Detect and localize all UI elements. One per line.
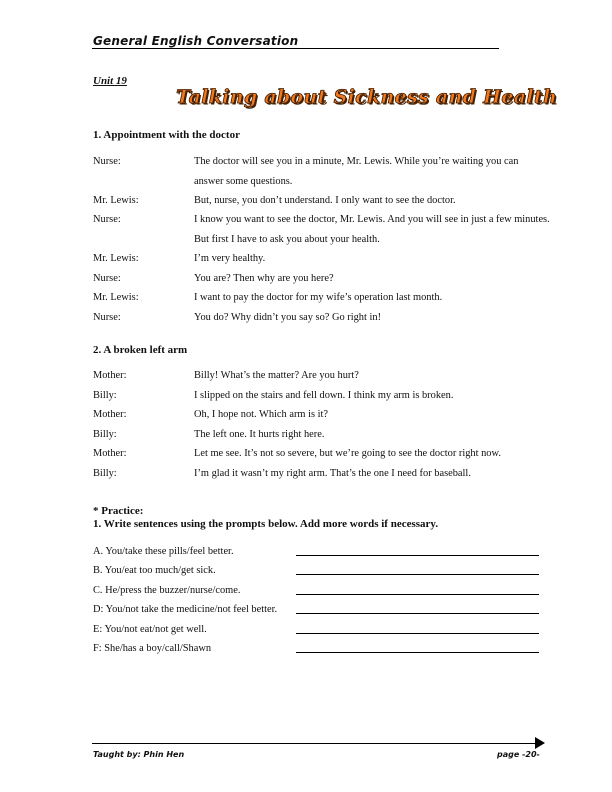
answer-blank[interactable] [296,613,539,614]
speaker-label: Billy: [93,468,117,479]
footer-teacher: Taught by: Phin Hen [93,750,185,759]
practice-label: * Practice: [93,505,144,517]
answer-blank[interactable] [296,574,539,575]
dialogue-line: The left one. It hurts right here. [194,429,325,440]
dialogue-line: Let me see. It’s not so severe, but we’re going to see the doctor right now. [194,448,501,459]
header-title: General English Conversation [93,34,299,48]
dialogue-line: Oh, I hope not. Which arm is it? [194,409,328,420]
speaker-label: Nurse: [93,156,121,167]
dialogue-line: You do? Why didn’t you say so? Go right in! [194,312,382,323]
exercise-prompt: A. You/take these pills/feel better. [93,546,234,557]
footer-rule [92,743,538,744]
dialogue-line: But, nurse, you don’t understand. I only want to see the doctor. [194,195,456,206]
unit-label: Unit 19 [93,75,127,87]
dialogue-line: I know you want to see the doctor, Mr. Lewis. And you will see in just a few minutes. But first I have to ask you about your health. [194,214,550,245]
dialogue-line: I’m very healthy. [194,253,266,264]
answer-blank[interactable] [296,652,539,653]
exercise-prompt: F: She/has a boy/call/Shawn [93,643,212,654]
answer-blank[interactable] [296,555,539,556]
practice-instruction: 1. Write sentences using the prompts below. Add more words if necessary. [93,518,439,530]
speaker-label: Mr. Lewis: [93,195,139,206]
speaker-label: Mother: [93,448,127,459]
answer-blank[interactable] [296,633,539,634]
speaker-label: Mr. Lewis: [93,292,139,303]
dialogue-line: Billy! What’s the matter? Are you hurt? [194,370,359,381]
answer-blank[interactable] [296,594,539,595]
dialogue-line: The doctor will see you in a minute, Mr. Lewis. While you’re waiting you can answer some questions. [194,156,519,187]
exercise-prompt: E: You/not eat/not get well. [93,624,207,635]
speaker-label: Mother: [93,370,127,381]
arrow-right-icon [535,737,545,749]
speaker-label: Nurse: [93,214,121,225]
speaker-label: Nurse: [93,273,121,284]
speaker-label: Nurse: [93,312,121,323]
header-rule [92,48,499,49]
lesson-banner: Talking about Sickness and Health [176,86,558,108]
section2-heading: 2. A broken left arm [93,344,188,356]
speaker-label: Billy: [93,429,117,440]
dialogue-line: I slipped on the stairs and fell down. I think my arm is broken. [194,390,454,401]
dialogue-line: You are? Then why are you here? [194,273,334,284]
exercise-prompt: C. He/press the buzzer/nurse/come. [93,585,241,596]
speaker-label: Billy: [93,390,117,401]
speaker-label: Mr. Lewis: [93,253,139,264]
exercise-prompt: D: You/not take the medicine/not feel better. [93,604,278,615]
dialogue-line: I want to pay the doctor for my wife’s operation last month. [194,292,443,303]
speaker-label: Mother: [93,409,127,420]
footer-page-number: page -20- [497,750,540,759]
dialogue-line: I’m glad it wasn’t my right arm. That’s the one I need for baseball. [194,468,471,479]
exercise-prompt: B. You/eat too much/get sick. [93,565,216,576]
section1-heading: 1. Appointment with the doctor [93,129,240,141]
